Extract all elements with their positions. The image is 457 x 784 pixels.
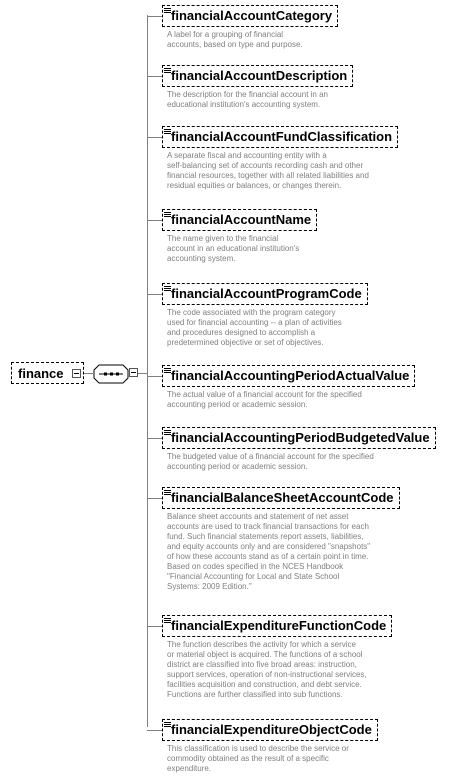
connector-line: [147, 137, 162, 138]
element-documentation: A label for a grouping of financial accounts, based on type and purpose.: [167, 30, 303, 49]
root-element-label: finance: [18, 366, 64, 381]
connector-line: [147, 16, 162, 17]
element-documentation: This classification is used to describe the service or commodity obtained as the result of a specific expenditure.: [167, 744, 349, 773]
element-documentation: The budgeted value of a financial account for the specified accounting period or academic session.: [167, 452, 374, 471]
element-label: financialAccountName: [171, 212, 312, 227]
element-financialAccountProgramCode[interactable]: [162, 283, 368, 305]
connector-root-seq: [84, 373, 93, 374]
element-label: financialAccountingPeriodActualValue: [171, 368, 410, 383]
simple-type-icon: [164, 129, 171, 137]
simple-type-icon: [164, 618, 171, 626]
element-documentation: The actual value of a financial account for the specified accounting period or academic session.: [167, 390, 362, 409]
element-label: financialAccountDescription: [171, 68, 348, 83]
element-financialExpenditureObjectCode[interactable]: [162, 719, 378, 741]
simple-type-icon: [164, 490, 171, 498]
element-financialAccountName[interactable]: [162, 209, 317, 231]
simple-type-icon: [164, 368, 171, 376]
connector-line: [147, 376, 162, 377]
connector-line: [147, 438, 162, 439]
element-label: financialAccountProgramCode: [171, 286, 362, 301]
connector-line: [147, 220, 162, 221]
tree-trunk-line: [147, 15, 148, 727]
simple-type-icon: [164, 8, 171, 16]
element-financialBalanceSheetAccountCode[interactable]: [162, 487, 400, 509]
element-financialAccountFundClassification[interactable]: [162, 126, 398, 148]
element-financialAccountDescription[interactable]: [162, 65, 353, 87]
collapse-root-icon[interactable]: [72, 369, 81, 378]
element-label: financialAccountingPeriodBudgetedValue: [171, 430, 430, 445]
connector-line: [147, 498, 162, 499]
element-label: financialAccountCategory: [171, 8, 333, 23]
element-financialExpenditureFunctionCode[interactable]: [162, 615, 392, 637]
collapse-sequence-icon[interactable]: [129, 368, 138, 377]
connector-line: [147, 294, 162, 295]
connector-seq-tree: [138, 373, 147, 374]
simple-type-icon: [164, 286, 171, 294]
element-financialAccountingPeriodBudgetedValue[interactable]: [162, 427, 436, 449]
element-documentation: The description for the financial account in an educational institution's accounting system.: [167, 90, 328, 109]
simple-type-icon: [164, 430, 171, 438]
connector-line: [147, 76, 162, 77]
element-documentation: Balance sheet accounts and statement of net asset accounts are used to track financial transactions for each fund. Such financial statements report assets, liabilities, and equity accounts only and are considered "snapshots" of how these accounts stand as of a certain point in time. Based on codes specified in the NCES Handbook "Financial Accounting for Local and State School Systems: 2009 Edition.": [167, 512, 371, 591]
sequence-compositor-icon: [93, 364, 129, 384]
element-financialAccountingPeriodActualValue[interactable]: [162, 365, 415, 387]
root-element-finance[interactable]: [11, 362, 84, 384]
connector-line: [147, 626, 162, 627]
simple-type-icon: [164, 212, 171, 220]
element-documentation: The name given to the financial account in an educational institution's accounting system.: [167, 234, 300, 263]
element-documentation: A separate fiscal and accounting entity with a self-balancing set of accounts recording cash and other financial resources, together with all related liabilities and residual equities or balances, or changes therein.: [167, 151, 369, 190]
element-documentation: The function describes the activity for which a service or material object is acquired. The functions of a school district are classified into five broad areas: instruction, support services, operation of non-instructional services, facilities acquisition and construction, and debt service. Functions are further classified into sub functions.: [167, 640, 367, 699]
element-documentation: The code associated with the program category used for financial accounting -- a plan of activities and procedures designed to accomplish a predetermined objective or set of objectives.: [167, 308, 342, 347]
element-label: financialExpenditureObjectCode: [171, 722, 372, 737]
connector-line: [147, 730, 162, 731]
element-financialAccountCategory[interactable]: [162, 5, 338, 27]
element-label: financialAccountFundClassification: [171, 129, 393, 144]
simple-type-icon: [164, 68, 171, 76]
simple-type-icon: [164, 722, 171, 730]
element-label: financialBalanceSheetAccountCode: [171, 490, 394, 505]
element-label: financialExpenditureFunctionCode: [171, 618, 387, 633]
